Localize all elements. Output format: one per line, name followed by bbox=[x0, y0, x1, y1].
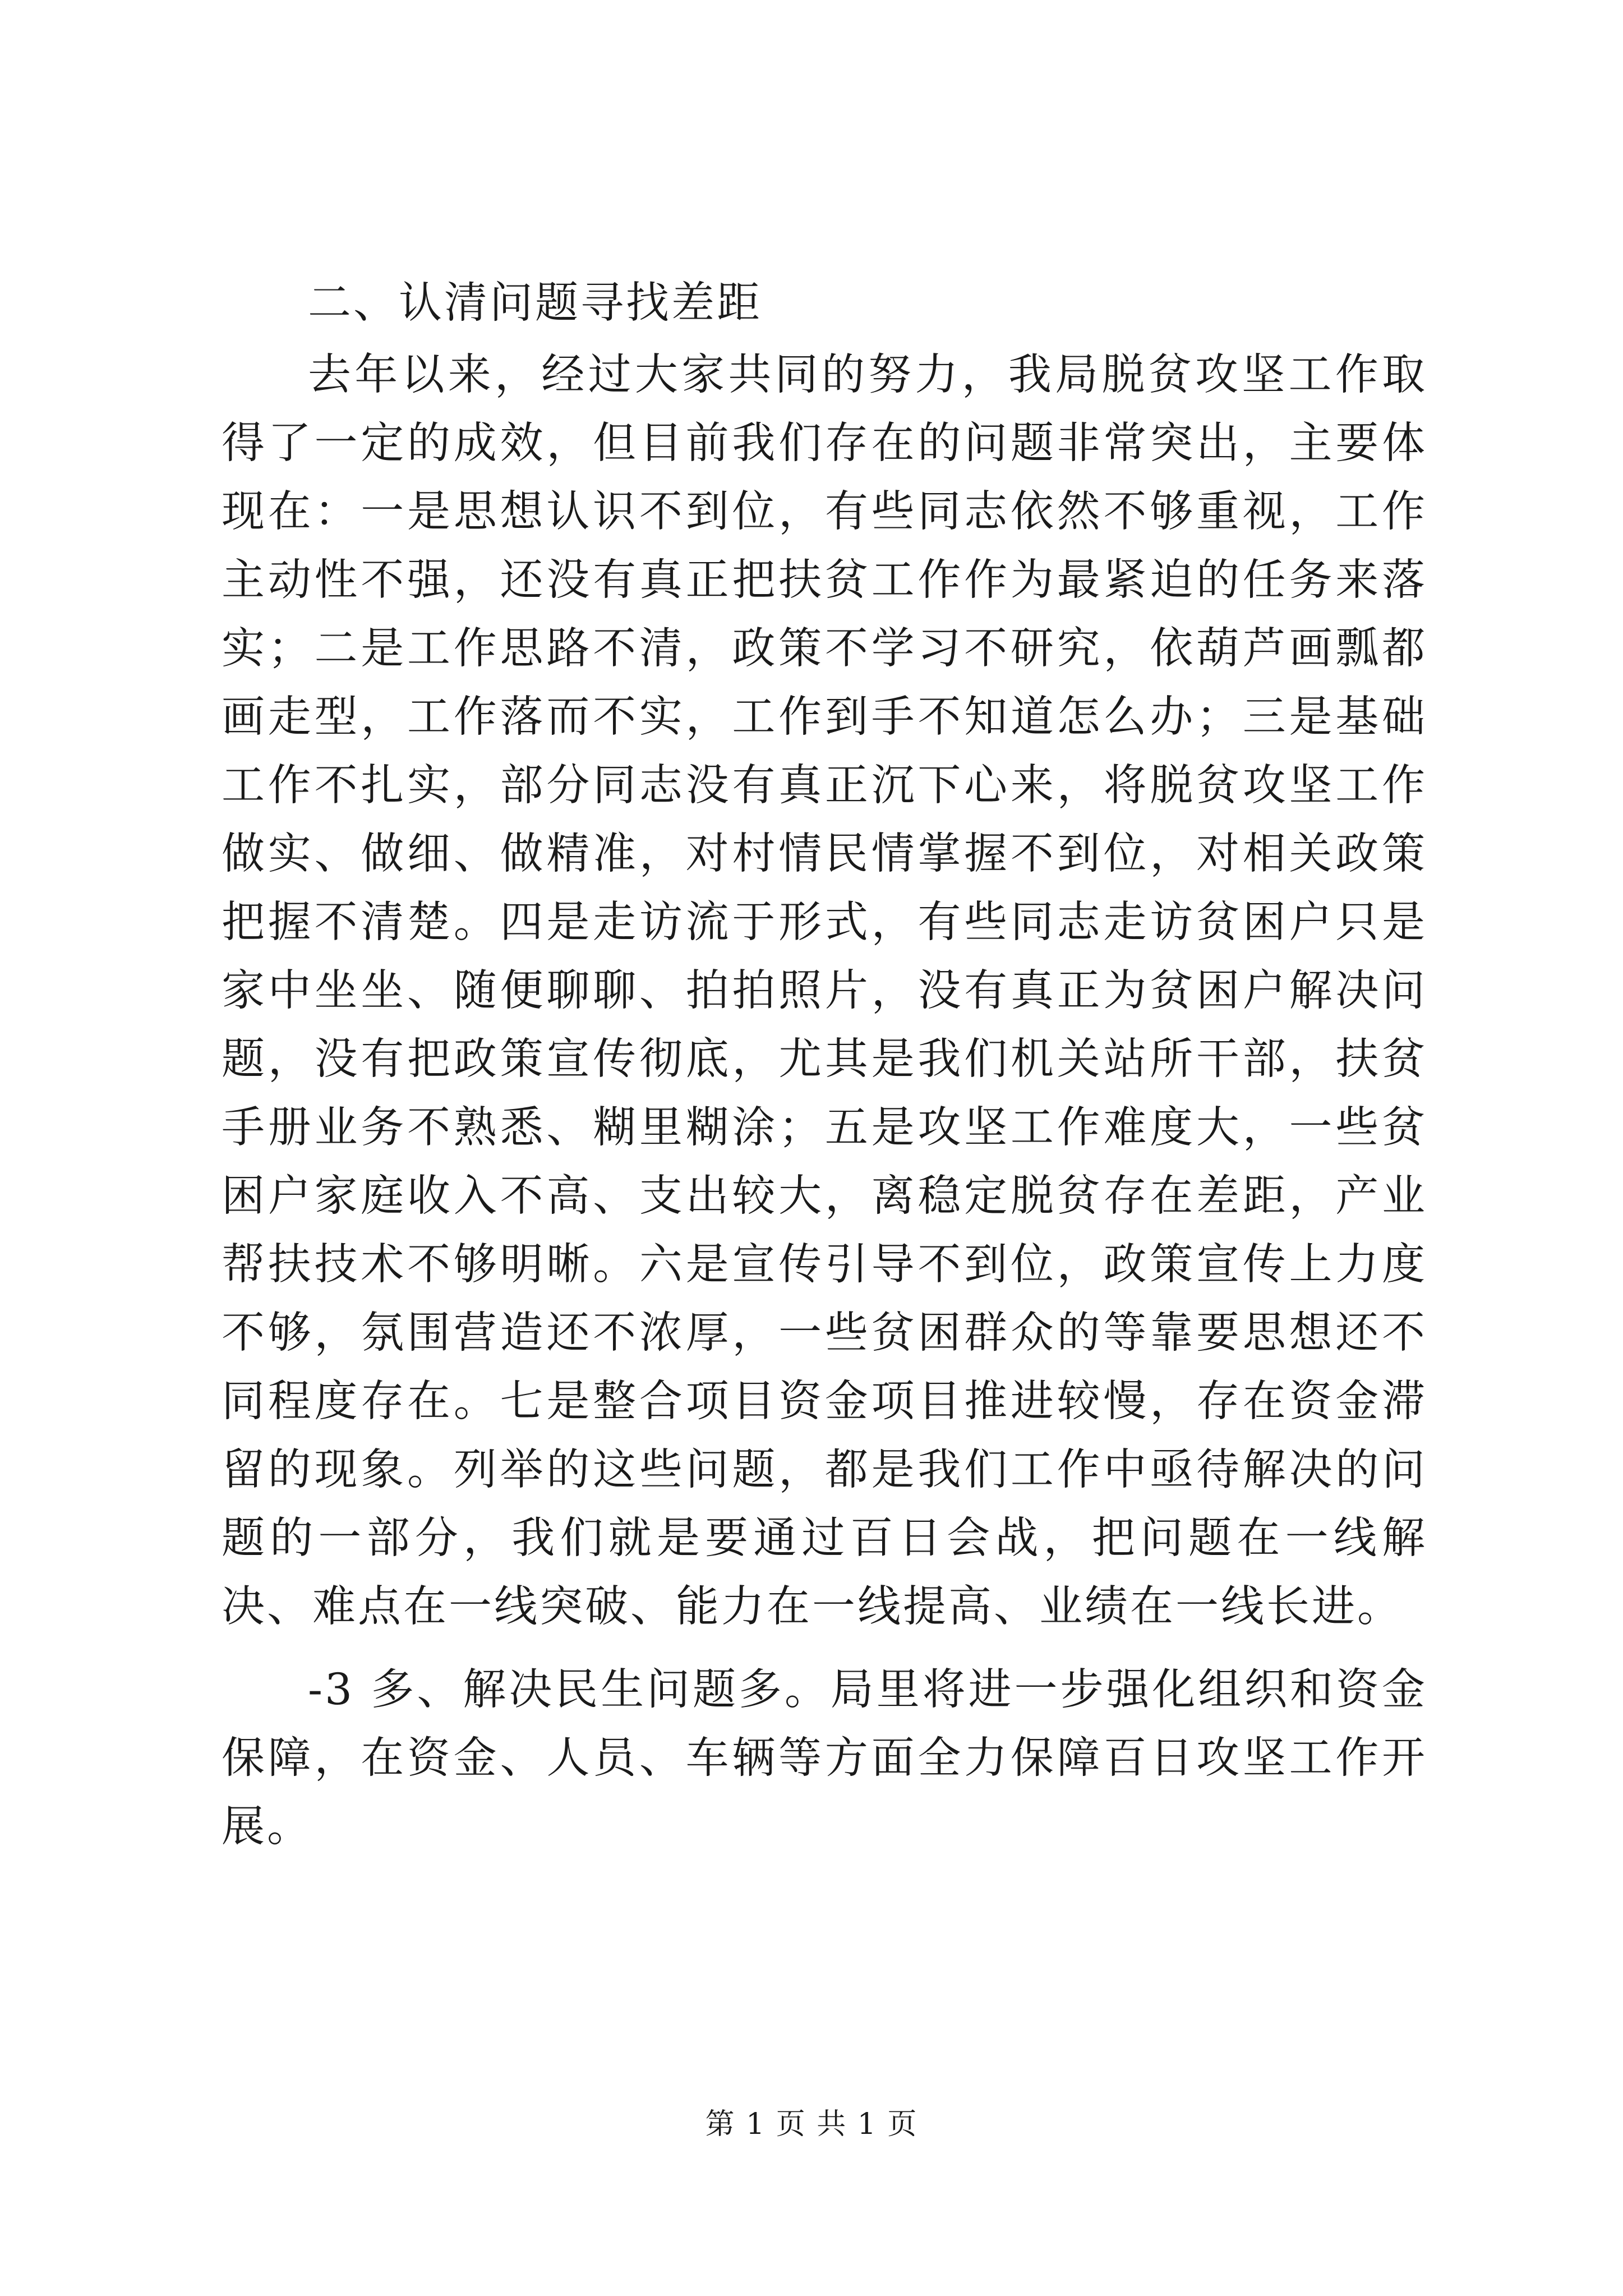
paragraph-guarantee: -3 多、解决民生问题多。局里将进一步强化组织和资金保障，在资金、人员、车辆等方面全力保障百日攻坚工作开展。 bbox=[222, 1665, 1427, 1852]
section-heading: 二、认清问题寻找差距 bbox=[308, 278, 762, 328]
paragraph-problems: 去年以来，经过大家共同的努力，我局脱贫攻坚工作取得了一定的成效，但目前我们存在的问题非常突出，主要体现在：一是思想认识不到位，有些同志依然不够重视，工作主动性不强，还没有真正把扶贫工作作为最紧迫的任务来落实；二是工作思路不清，政策不学习不研究，依葫芦画瓢都画走型，工作落而不实，工作到手不知道怎么办；三是基础工作不扎实，部分同志没有真正沉下心来，将脱贫攻坚工作做实、做细、做精准，对村情民情掌握不到位，对相关政策把握不清楚。四是走访流于形式，有些同志走访贫困户只是家中坐坐、随便聊聊、拍拍照片，没有真正为贫困户解决问题，没有把政策宣传彻底，尤其是我们机关站所干部，扶贫手册业务不熟悉、糊里糊涂；五是攻坚工作难度大，一些贫困户家庭收入不高、支出较大，离稳定脱贫存在差距，产业帮扶技术不够明晰。六是宣传引导不到位，政策宣传上力度不够，氛围营造还不浓厚，一些贫困群众的等靠要思想还不同程度存在。七是整合项目资金项目推进较慢，存在资金滞留的现象。列举的这些问题，都是我们工作中亟待解决的问题的一部分，我们就是要通过百日会战，把问题在一线解决、难点在一线突破、能力在一线提高、业绩在一线长进。 bbox=[222, 350, 1427, 1632]
page-footer: 第 1 页 共 1 页 bbox=[705, 2108, 918, 2141]
document-body bbox=[222, 269, 1427, 1861]
